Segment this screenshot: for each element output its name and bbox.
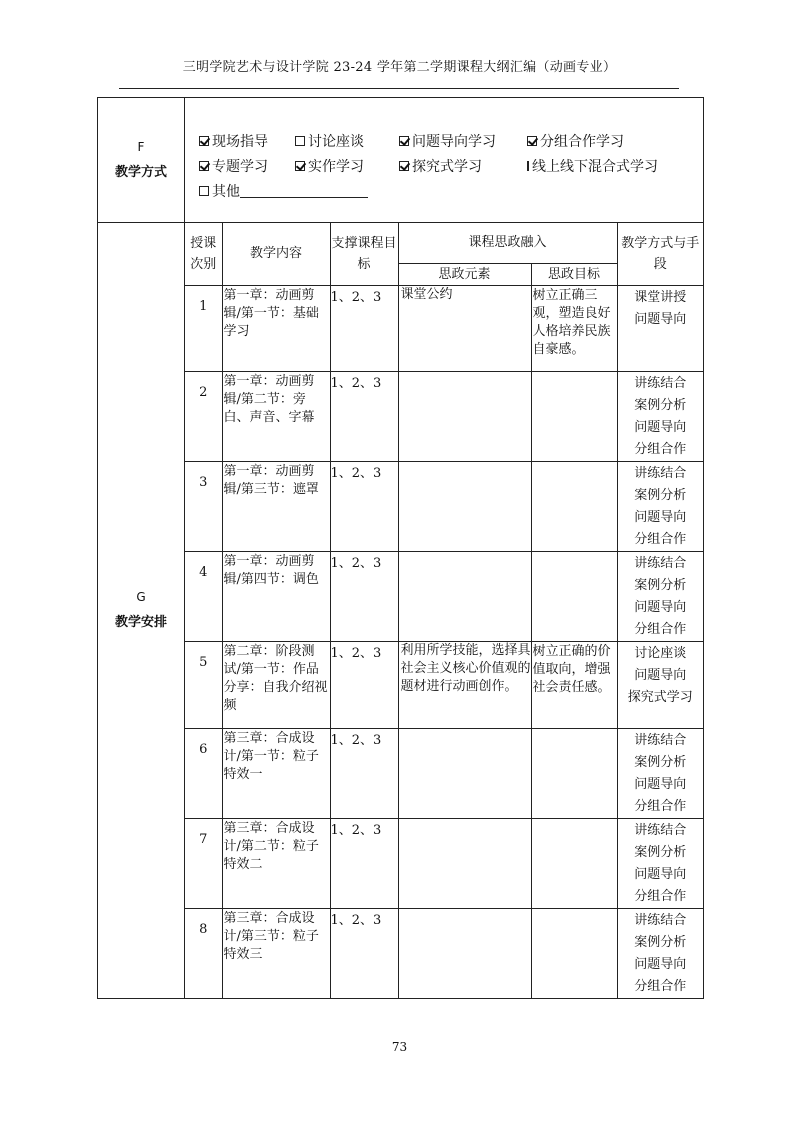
method-cell: 讲练结合 案例分析 问题导向 分组合作 xyxy=(617,461,703,551)
course-outline-table xyxy=(97,97,704,999)
session-number: 4 xyxy=(185,551,222,641)
table-row xyxy=(185,728,703,818)
content-cell: 第三章：合成设计/第二节：粒子特效二 xyxy=(222,818,330,908)
teaching-schedule-cell xyxy=(185,223,704,999)
content-cell: 第一章：动画剪辑/第一节：基础学习 xyxy=(222,285,330,371)
header-goal: 支撑课程目标 xyxy=(330,223,398,285)
content-cell: 第一章：动画剪辑/第二节：旁白、声音、字幕 xyxy=(222,371,330,461)
table-row xyxy=(185,285,703,371)
header-method: 教学方式与手段 xyxy=(617,223,703,285)
element-cell xyxy=(398,461,531,551)
method-option[interactable]: 讨论座谈 xyxy=(295,128,399,153)
other-method-blank[interactable] xyxy=(240,183,368,198)
page-number: 73 xyxy=(391,1040,408,1054)
table-row xyxy=(185,371,703,461)
goal-cell: 1、2、3 xyxy=(330,461,398,551)
section-g-name: 教学安排 xyxy=(114,615,167,631)
method-cell: 讲练结合 案例分析 问题导向 分组合作 xyxy=(617,551,703,641)
table-row xyxy=(185,908,703,998)
goal-cell: 1、2、3 xyxy=(330,641,398,728)
content-cell: 第三章：合成设计/第一节：粒子特效一 xyxy=(222,728,330,818)
element-cell: 利用所学技能，选择具社会主义核心价值观的题材进行动画创作。 xyxy=(398,641,531,728)
goal-cell: 1、2、3 xyxy=(330,371,398,461)
table-row xyxy=(185,641,703,728)
unchecked-checkbox-icon[interactable] xyxy=(527,161,529,171)
method-option[interactable]: 实作学习 xyxy=(295,153,399,178)
element-cell xyxy=(398,728,531,818)
checked-checkbox-icon[interactable] xyxy=(399,136,409,146)
target-cell xyxy=(531,818,617,908)
header-element: 思政元素 xyxy=(398,263,531,285)
session-number: 6 xyxy=(185,728,222,818)
goal-cell: 1、2、3 xyxy=(330,728,398,818)
goal-cell: 1、2、3 xyxy=(330,551,398,641)
element-cell xyxy=(398,908,531,998)
method-cell: 课堂讲授 问题导向 xyxy=(617,285,703,371)
table-row xyxy=(185,461,703,551)
method-option[interactable]: 其他 xyxy=(199,178,368,203)
goal-cell: 1、2、3 xyxy=(330,908,398,998)
goal-cell: 1、2、3 xyxy=(330,285,398,371)
target-cell: 树立正确三观，塑造良好人格培养民族自豪感。 xyxy=(531,285,617,371)
unchecked-checkbox-icon[interactable] xyxy=(199,186,209,196)
session-number: 2 xyxy=(185,371,222,461)
session-number: 8 xyxy=(185,908,222,998)
checked-checkbox-icon[interactable] xyxy=(199,136,209,146)
teaching-schedule-table xyxy=(185,223,703,998)
element-cell xyxy=(398,371,531,461)
page-header-title: 三明学院艺术与设计学院 23-24 学年第二学期课程大纲汇编（动画专业） xyxy=(182,60,617,75)
table-row xyxy=(185,818,703,908)
method-cell: 讲练结合 案例分析 问题导向 分组合作 xyxy=(617,908,703,998)
header-session: 授课次别 xyxy=(185,223,222,285)
target-cell xyxy=(531,908,617,998)
checked-checkbox-icon[interactable] xyxy=(399,161,409,171)
session-number: 5 xyxy=(185,641,222,728)
method-option[interactable]: 现场指导 xyxy=(199,128,295,153)
header-divider xyxy=(119,88,679,89)
goal-cell: 1、2、3 xyxy=(330,818,398,908)
target-cell xyxy=(531,551,617,641)
table-row xyxy=(185,551,703,641)
content-cell: 第一章：动画剪辑/第三节：遮罩 xyxy=(222,461,330,551)
content-cell: 第二章：阶段测试/第一节：作品分享：自我介绍视频 xyxy=(222,641,330,728)
content-cell: 第三章：合成设计/第三节：粒子特效三 xyxy=(222,908,330,998)
section-f-name: 教学方式 xyxy=(114,165,167,180)
section-f-code: F xyxy=(137,140,145,154)
method-option[interactable]: 问题导向学习 xyxy=(399,128,527,153)
target-cell xyxy=(531,728,617,818)
method-option[interactable]: 线上线下混合式学习 xyxy=(527,153,657,178)
header-ideology: 课程思政融入 xyxy=(398,223,617,263)
unchecked-checkbox-icon[interactable] xyxy=(295,136,305,146)
checked-checkbox-icon[interactable] xyxy=(199,161,209,171)
element-cell xyxy=(398,818,531,908)
section-g-label xyxy=(98,223,185,999)
method-cell: 讨论座谈 问题导向 探究式学习 xyxy=(617,641,703,728)
target-cell xyxy=(531,461,617,551)
method-cell: 讲练结合 案例分析 问题导向 分组合作 xyxy=(617,818,703,908)
element-cell: 课堂公约 xyxy=(398,285,531,371)
header-target: 思政目标 xyxy=(531,263,617,285)
section-f-label xyxy=(98,98,185,223)
section-g-code: G xyxy=(136,590,146,605)
method-option[interactable]: 分组合作学习 xyxy=(527,128,657,153)
content-cell: 第一章：动画剪辑/第四节：调色 xyxy=(222,551,330,641)
header-content: 教学内容 xyxy=(222,223,330,285)
session-number: 7 xyxy=(185,818,222,908)
session-number: 3 xyxy=(185,461,222,551)
target-cell xyxy=(531,371,617,461)
teaching-methods-panel xyxy=(185,98,704,223)
element-cell xyxy=(398,551,531,641)
method-option[interactable]: 探究式学习 xyxy=(399,153,527,178)
method-cell: 讲练结合 案例分析 问题导向 分组合作 xyxy=(617,728,703,818)
session-number: 1 xyxy=(185,285,222,371)
method-cell: 讲练结合 案例分析 问题导向 分组合作 xyxy=(617,371,703,461)
method-option[interactable]: 专题学习 xyxy=(199,153,295,178)
checked-checkbox-icon[interactable] xyxy=(295,161,305,171)
target-cell: 树立正确的价值取向，增强社会责任感。 xyxy=(531,641,617,728)
checked-checkbox-icon[interactable] xyxy=(527,136,537,146)
